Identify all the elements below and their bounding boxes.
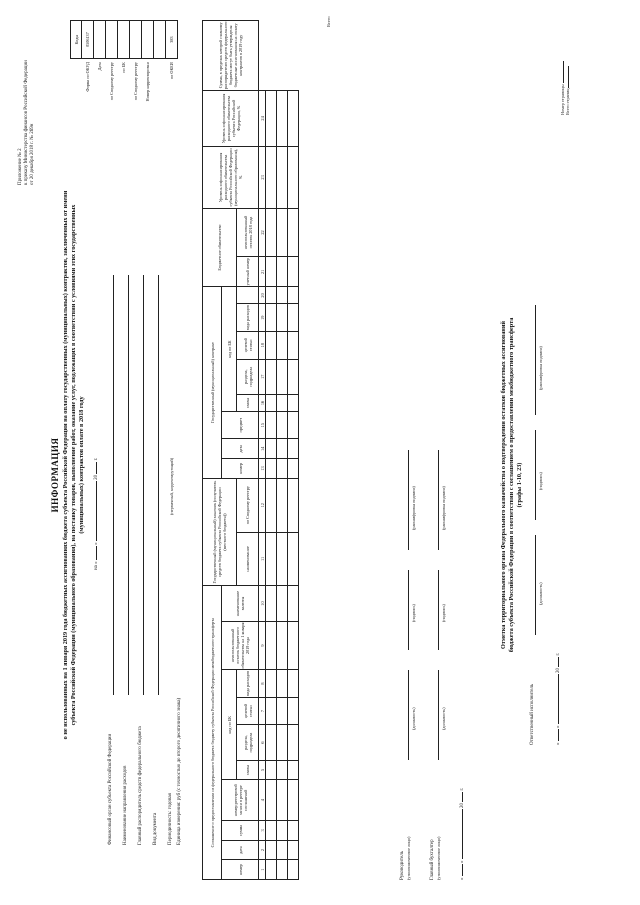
field-line[interactable] [128,275,129,695]
hdr-budget-obligation: Бюджетное обязательство [203,208,237,287]
hdr-date: дата [222,840,259,860]
code-value-okei[interactable]: 383 [166,21,178,59]
hdr-cust-reg: по Сводному реестру [237,478,259,532]
executor-position-line[interactable] [535,535,536,635]
code-label: по БК [121,62,126,73]
field-label: Наименование направления расходов [123,765,128,845]
year-prefix: 20 [94,474,99,480]
page-number-field[interactable] [563,61,564,83]
accountant-sublabel: (уполномоченное лицо) [436,836,441,880]
hdr-contract: Государственный (муниципальный) контракт [203,287,222,478]
appendix-line-2: к приказу Министерства финансов Российской Федерации [24,60,29,185]
hdr-target: целевой статьи [237,697,259,725]
treasury-line-1: Отметка территориального органа Федерального казначейства о подтверждении остатков бюджетных ассигнований [500,321,507,650]
head-position-line[interactable] [408,670,409,760]
hdr-reg-number: учетный номер [237,257,259,287]
executor-label: Ответственный исполнитель [530,683,535,745]
field-periodicity [168,265,177,845]
treasury-year-field[interactable] [558,657,559,667]
hdr-regnum: номер реестровой записи в реестре соглашений [222,780,259,821]
hdr-c-spacer [237,287,259,304]
hdr-c-subject: предмет [222,411,259,439]
hdr-cust-name: наименование [237,532,259,586]
hdr-customer: Государственный (муниципальный) заказчик (получатель средств бюджета субъекта Российской Федерации (местного бюджета)) [203,478,237,586]
codes-header: Коды [71,21,82,59]
code-value-register-2[interactable] [130,21,142,59]
field-expense-direction [123,265,138,845]
accountant-position-line[interactable] [438,670,439,760]
code-label: Номер корректировки [145,62,150,102]
treasury-month-field[interactable] [558,674,559,724]
code-label: Форма по ОКУД [85,62,90,92]
code-label: по ОКЕИ [169,62,174,79]
sign-year-field[interactable] [462,792,463,802]
hdr-unused: неиспользованный остаток бюджетного обязательства на 1 января 2019 года [222,621,259,670]
document-subtitle [62,120,86,810]
head-decoding-line[interactable] [408,450,409,550]
treasury-day-field[interactable] [558,729,559,741]
field-label: Финансовый орган субъекта Российской Федерации [108,733,113,845]
head-signature-line[interactable] [408,570,409,650]
hdr-c-date: дата [222,439,259,459]
year-suffix: г. [94,457,99,461]
code-label: по Сводному реестру [133,62,138,101]
code-label [154,59,166,120]
code-label: по Сводному реестру [109,62,114,101]
table-row[interactable] [288,21,299,880]
hdr-head: главы [237,760,259,780]
page-numbering [560,15,570,115]
field-doc-type [153,265,168,845]
executor-row: Ответственный исполнитель (должность) (подпись) (расшифровка подписи) [530,225,556,745]
column-numbers-row: 1 2 3 4 5 6 7 8 9 10 11 12 13 14 15 16 17 18 19 20 21 22 23 24 [259,21,266,880]
subtitle-line-2: субъекта Российской Федерации (муниципального образования), на поставку товаров, выполнение работ, оказание услуг, подлежащих в соответствии с условиями этих государственных [70,204,77,726]
header-fields [108,265,185,845]
field-label: Периодичность: годовая [168,793,173,845]
pages-total-row: Всего страниц [565,15,570,115]
executor-signature-line[interactable] [535,430,536,520]
treasury-mark [500,225,562,745]
subtitle-line-1: о не использованных на 1 января 2019 года бюджетных ассигнованиях бюджета субъекта Российской Федерации на оплату государственных (муниципальных) контрактов, заключенных от имени [62,190,69,740]
field-financial-body [108,265,123,845]
field-label: Единица измерения: руб (с точностью до второго десятичного знака) [177,697,182,845]
treasury-line-2: бюджета субъекта Российской Федерации в соответствии с соглашением о предоставлении межбюджетного трансферта [508,317,515,653]
code-value-correction[interactable] [142,21,154,59]
hdr-c-bk: код по БК [222,287,237,412]
accountant-label: Главный бухгалтер [430,839,435,880]
appendix-note [18,35,36,185]
treasury-line-3: (графы 1-10, 23) [516,462,523,508]
signatures-block [400,280,466,880]
hdr-bk: код по БК [222,670,237,780]
code-value-register[interactable] [106,21,118,59]
code-value-bk[interactable] [118,21,130,59]
head-sublabel: (уполномоченное лицо) [406,836,411,880]
field-label: Вид документа [153,812,158,845]
year-field[interactable] [96,462,97,474]
appendix-line-3: от 20 декабря 2018 г. № 269н [30,123,35,185]
executor-decoding-line[interactable] [535,305,536,415]
accountant-signature-line[interactable] [438,570,439,650]
main-table [202,20,299,880]
accountant-decoding-line[interactable] [438,450,439,550]
hdr-c-head: главы [237,394,259,411]
signature-accountant: Главный бухгалтер (уполномоченное лицо) (должность) (подпись) (расшифровка подписи) [430,280,460,880]
table-row[interactable] [266,21,277,880]
hdr-number: номер [222,860,259,880]
hdr-share-region: Уровень софинансирования расходного обязательства субъекта Российской Федерации (муниципального образования), % [203,147,259,209]
day-field[interactable] [96,546,97,560]
hdr-sum: сумма [222,821,259,841]
report-date-line [94,350,100,570]
table-row[interactable] [277,21,288,880]
signature-date: « » 20 г. [460,787,465,880]
code-value-blank[interactable] [154,21,166,59]
code-value-date[interactable] [94,21,106,59]
hdr-unused-2018: неиспользованный остаток 2018 года [237,208,259,257]
hdr-c-section: раздела, подраздела [237,359,259,394]
subtitle-line-3: (муниципальных) контрактов оплате в 2018 году [78,396,85,534]
sign-month-field[interactable] [462,809,463,859]
field-unit [177,265,185,845]
doc-type-hint: (первичный, корректирующий) [169,457,174,515]
page-number-row: Номер страницы [560,15,565,115]
hdr-c-target: целевой статьи [237,331,259,359]
sign-day-field[interactable] [462,864,463,876]
total-label: Всего [326,16,331,27]
hdr-exptype: вида расходов [237,670,259,698]
appendix-line-1: Приложение № 2 [18,148,23,185]
hdr-currency: наименование валюты [222,586,259,621]
hdr-section: раздела, подраздела [237,725,259,760]
field-line[interactable] [143,275,144,695]
hdr-agreement: Соглашение о предоставлении из федерального бюджета бюджету субъекта Российской Федерации межбюджетного трансферта [203,586,222,880]
hdr-share-fed: Уровень софинансирования расходного обязательства субъекта Российской Федерации, % [203,90,259,146]
codes-table [70,20,178,120]
document-title: ИНФОРМАЦИЯ [50,437,60,513]
pages-total-field[interactable] [568,66,569,88]
field-line[interactable] [158,275,159,695]
date-prefix: на « [94,561,99,570]
hdr-c-exptype: вида расходов [237,304,259,332]
head-label: Руководитель [400,850,405,880]
field-label: Главный распорядитель средств федерального бюджета [138,726,143,845]
signature-head: Руководитель (уполномоченное лицо) (должность) (подпись) (расшифровка подписи) [400,280,430,880]
hdr-sum-transfer: Сумма, в пределах которой главному распорядителю средств федерального бюджета могут быть утверждены бюджетные ассигнования на оплату контрактов в 2019 году [203,21,259,91]
field-line[interactable] [113,275,114,695]
field-chief-administrator [138,265,153,845]
code-value-okud[interactable]: 0506137 [82,21,94,59]
treasury-date: « » 20 г. [556,652,561,745]
month-field[interactable] [96,481,97,541]
date-mid: » [94,542,99,545]
hdr-c-number: номер [222,459,259,479]
code-label: Дата [97,62,102,71]
